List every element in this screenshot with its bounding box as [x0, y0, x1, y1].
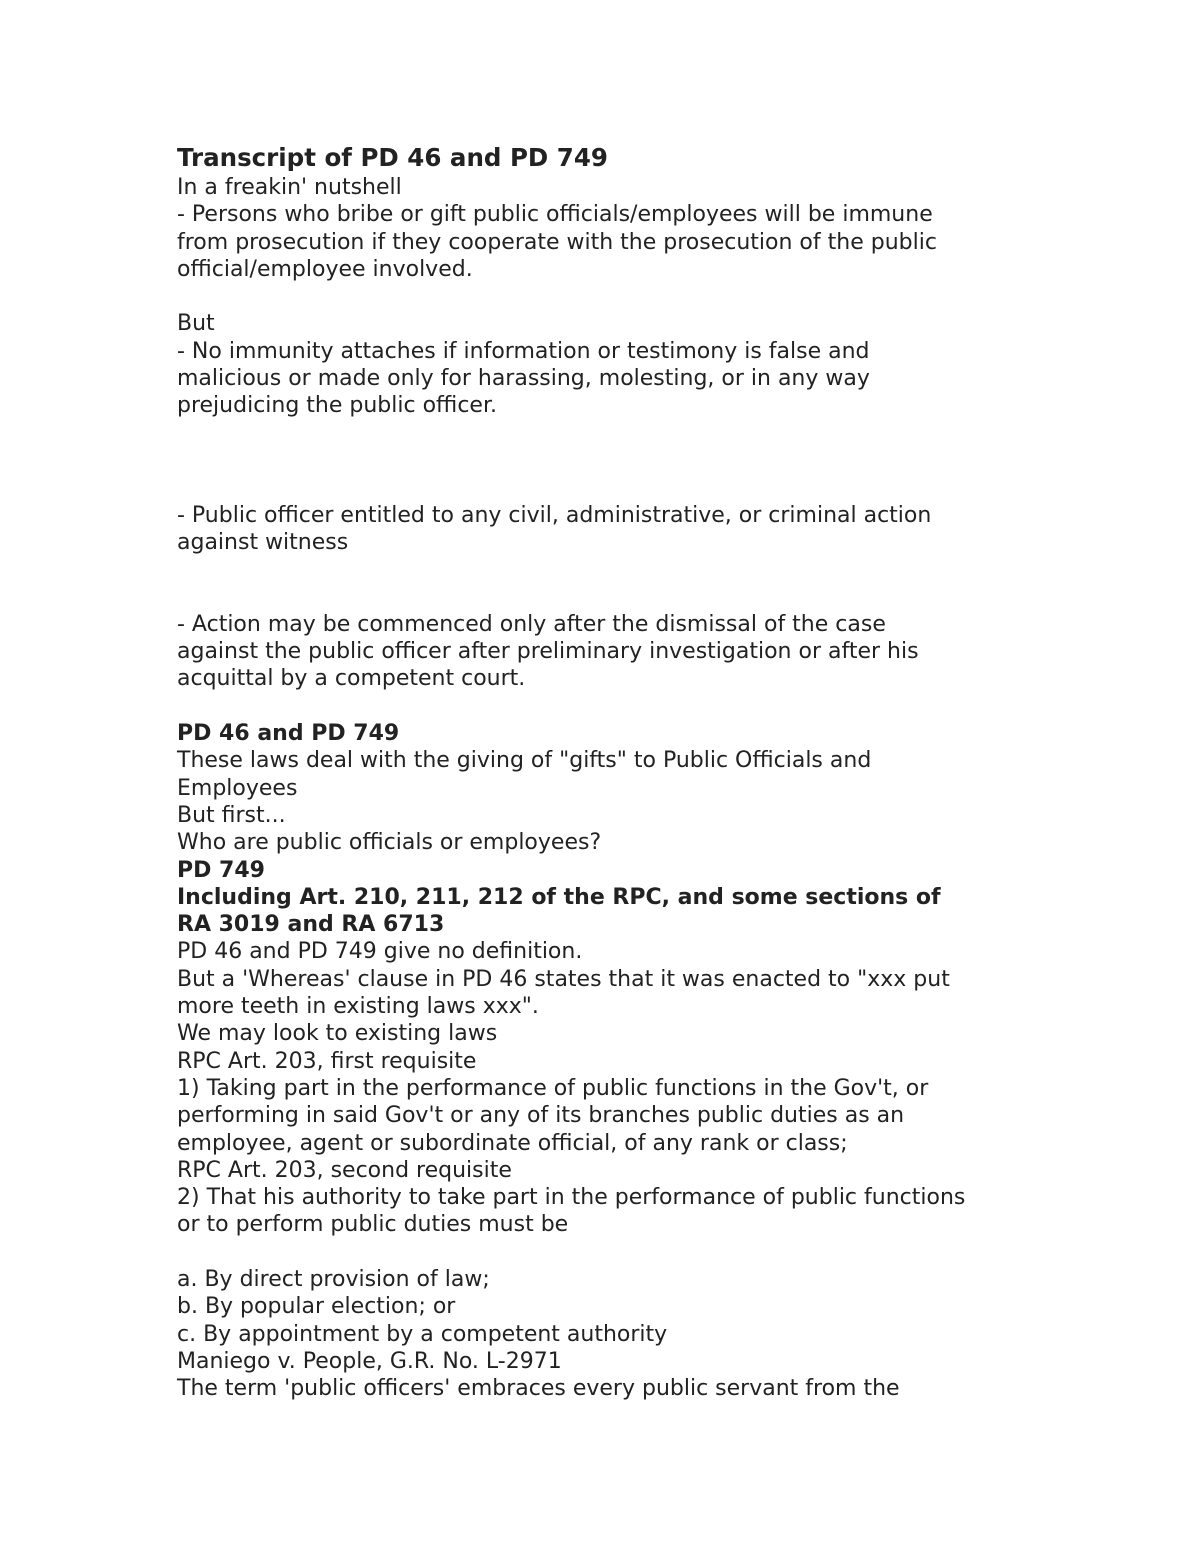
spacer — [177, 556, 1037, 611]
spacer — [177, 283, 1037, 310]
text-line: acquittal by a competent court. — [177, 666, 526, 692]
text-line: - Persons who bribe or gift public officials/employees will be immune — [177, 202, 933, 228]
document-page — [177, 141, 1037, 1402]
text-line: But first... — [177, 802, 286, 828]
text-line: - No immunity attaches if information or testimony is false and — [177, 338, 870, 364]
text-line: Maniego v. People, G.R. No. L-2971 — [177, 1348, 562, 1374]
document-title: Transcript of PD 46 and PD 749 — [177, 143, 608, 172]
text-line: official/employee involved. — [177, 256, 473, 282]
text-line: against the public officer after preliminary investigation or after his — [177, 639, 919, 665]
text-line: malicious or made only for harassing, molesting, or in any way — [177, 366, 870, 392]
text-line: from prosecution if they cooperate with the prosecution of the public — [177, 229, 937, 255]
text-line: a. By direct provision of law; — [177, 1266, 490, 1292]
text-line: The term 'public officers' embraces every public servant from the — [177, 1376, 900, 1402]
text-line: more teeth in existing laws xxx". — [177, 994, 539, 1020]
text-line: RPC Art. 203, second requisite — [177, 1157, 512, 1183]
text-line: c. By appointment by a competent authority — [177, 1321, 668, 1347]
spacer — [177, 420, 1037, 502]
text-line: Who are public officials or employees? — [177, 830, 602, 856]
text-line: against witness — [177, 529, 349, 555]
text-line: RPC Art. 203, first requisite — [177, 1048, 477, 1074]
text-line: Employees — [177, 775, 298, 801]
text-line: performing in said Gov't or any of its branches public duties as an — [177, 1103, 905, 1129]
text-line: 2) That his authority to take part in the performance of public functions — [177, 1185, 966, 1211]
text-line: PD 46 and PD 749 give no definition. — [177, 939, 583, 965]
text-line: These laws deal with the giving of "gifts" to Public Officials and — [177, 748, 872, 774]
text-line: In a freakin' nutshell — [177, 175, 402, 200]
spacer — [177, 693, 1037, 720]
spacer — [177, 1239, 1037, 1266]
text-line: b. By popular election; or — [177, 1294, 456, 1320]
section-heading: RA 3019 and RA 6713 — [177, 912, 445, 938]
text-line: But a 'Whereas' clause in PD 46 states that it was enacted to "xxx put — [177, 966, 950, 992]
text-line: or to perform public duties must be — [177, 1212, 569, 1238]
text-line: But — [177, 311, 215, 337]
section-heading: PD 46 and PD 749 — [177, 721, 400, 747]
section-heading: PD 749 — [177, 857, 265, 883]
text-line: - Action may be commenced only after the dismissal of the case — [177, 611, 886, 637]
text-line: prejudicing the public officer. — [177, 393, 497, 419]
text-line: 1) Taking part in the performance of public functions in the Gov't, or — [177, 1075, 929, 1101]
section-heading: Including Art. 210, 211, 212 of the RPC, and some sections of — [177, 884, 941, 910]
text-line: - Public officer entitled to any civil, administrative, or criminal action — [177, 502, 932, 528]
text-line: We may look to existing laws — [177, 1021, 498, 1047]
text-line: employee, agent or subordinate official, of any rank or class; — [177, 1130, 848, 1156]
